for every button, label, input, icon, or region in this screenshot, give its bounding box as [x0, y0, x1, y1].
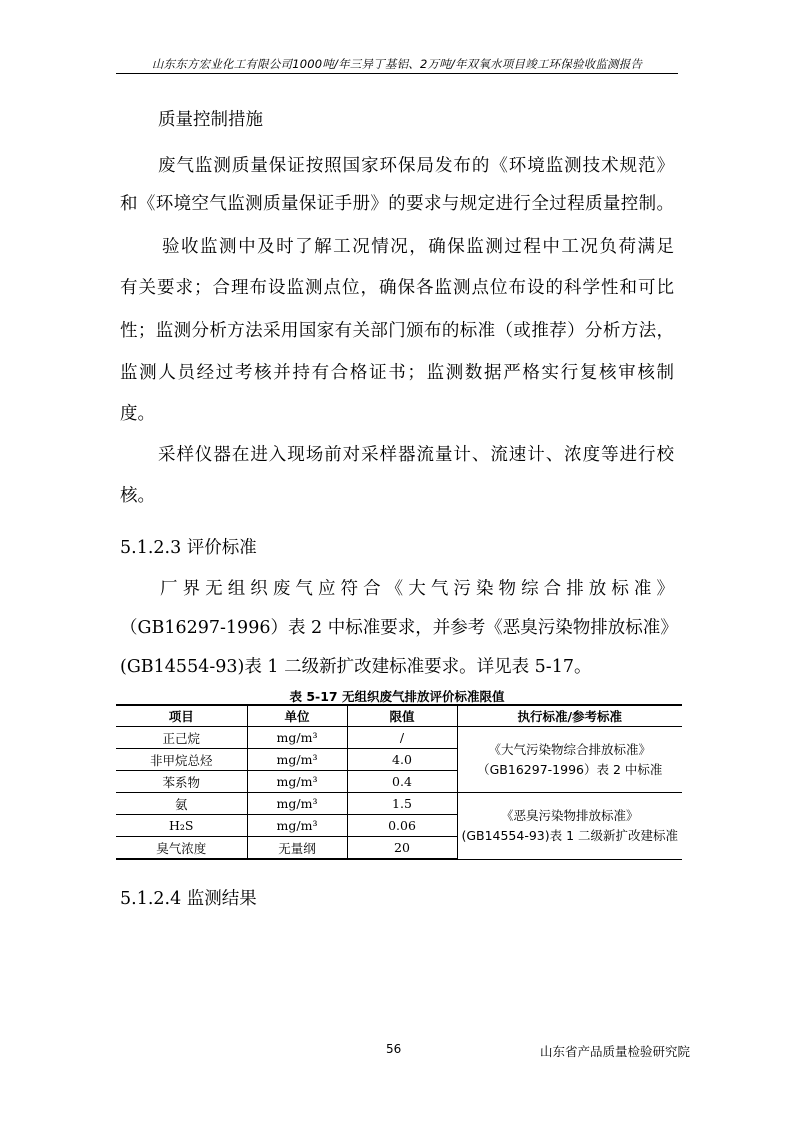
eval-section-title: 5.1.2.3 评价标准: [120, 538, 257, 558]
row-item: 正己烷: [116, 727, 247, 749]
qc-para3-line1: 采样仪器在进入现场前对采样器流量计、流速计、浓度等进行校: [158, 445, 674, 465]
standard-b-line1: 《恶臭污染物排放标准》: [500, 807, 639, 823]
qc-para1-line2: 和《环境空气监测质量保证手册》的要求与规定进行全过程质量控制。: [120, 194, 674, 214]
row-unit: 无量纲: [247, 837, 347, 860]
eval-line3: (GB14554-93)表 1 二级新扩改建标准要求。详见表 5-17。: [120, 657, 592, 677]
qc-para2-line3: 性；监测分析方法采用国家有关部门颁布的标准（或推荐）分析方法，: [120, 321, 674, 341]
eval-line2: （GB16297-1996）表 2 中标准要求，并参考《恶臭污染物排放标准》: [120, 618, 678, 638]
row-unit: mg/m³: [247, 727, 347, 749]
row-item: 氨: [116, 793, 247, 815]
row-unit: mg/m³: [247, 793, 347, 815]
row-item: H₂S: [116, 815, 247, 837]
table-header-row: [116, 705, 682, 727]
row-item: 苯系物: [116, 771, 247, 793]
qc-para2-line1: 验收监测中及时了解工况情况，确保监测过程中工况负荷满足: [162, 237, 674, 257]
header-standard: 执行标准/参考标准: [457, 705, 682, 727]
running-header: 山东东方宏业化工有限公司1000吨/年三异丁基铝、2万吨/年双氧水项目竣工环保验收监测报告: [151, 57, 643, 71]
standard-a-line2: （GB16297-1996）表 2 中标准: [477, 761, 663, 777]
standard-b-line2: (GB14554-93)表 1 二级新扩改建标准: [461, 827, 679, 843]
header-limit: 限值: [347, 705, 457, 727]
row-unit: mg/m³: [247, 815, 347, 837]
footer-organization: 山东省产品质量检验研究院: [540, 1044, 691, 1059]
row-item: 臭气浓度: [116, 837, 247, 860]
qc-para2-line2: 有关要求；合理布设监测点位，确保各监测点位布设的科学性和可比: [120, 278, 674, 298]
row-limit: 20: [347, 837, 457, 860]
row-limit: 0.4: [347, 771, 457, 793]
row-limit: 4.0: [347, 749, 457, 771]
header-unit: 单位: [247, 705, 347, 727]
row-unit: mg/m³: [247, 771, 347, 793]
table-row: [116, 793, 682, 815]
standard-a-cell: [457, 727, 682, 793]
qc-para2-line5: 度。: [120, 404, 155, 424]
standard-b-cell: [457, 793, 682, 860]
row-unit: mg/m³: [247, 749, 347, 771]
qc-section-title: 质量控制措施: [158, 110, 263, 130]
standard-a-line1: 《大气污染物综合排放标准》: [488, 741, 651, 757]
row-item: 非甲烷总烃: [116, 749, 247, 771]
table-caption: 表 5-17 无组织废气排放评价标准限值: [289, 689, 505, 704]
page-number: 56: [386, 1042, 402, 1056]
row-limit: 0.06: [347, 815, 457, 837]
header-item: 项目: [116, 705, 247, 727]
standards-table: [116, 704, 682, 860]
row-limit: 1.5: [347, 793, 457, 815]
eval-line1: 厂界无组织废气应符合《大气污染物综合排放标准》: [160, 579, 674, 599]
row-limit: /: [347, 727, 457, 749]
table-row: [116, 727, 682, 749]
qc-para3-line2: 核。: [120, 486, 155, 506]
result-section-title: 5.1.2.4 监测结果: [120, 889, 257, 909]
qc-para1-line1: 废气监测质量保证按照国家环保局发布的《环境监测技术规范》: [158, 156, 674, 176]
qc-para2-line4: 监测人员经过考核并持有合格证书；监测数据严格实行复核审核制: [120, 363, 674, 383]
header-rule: [116, 73, 678, 74]
